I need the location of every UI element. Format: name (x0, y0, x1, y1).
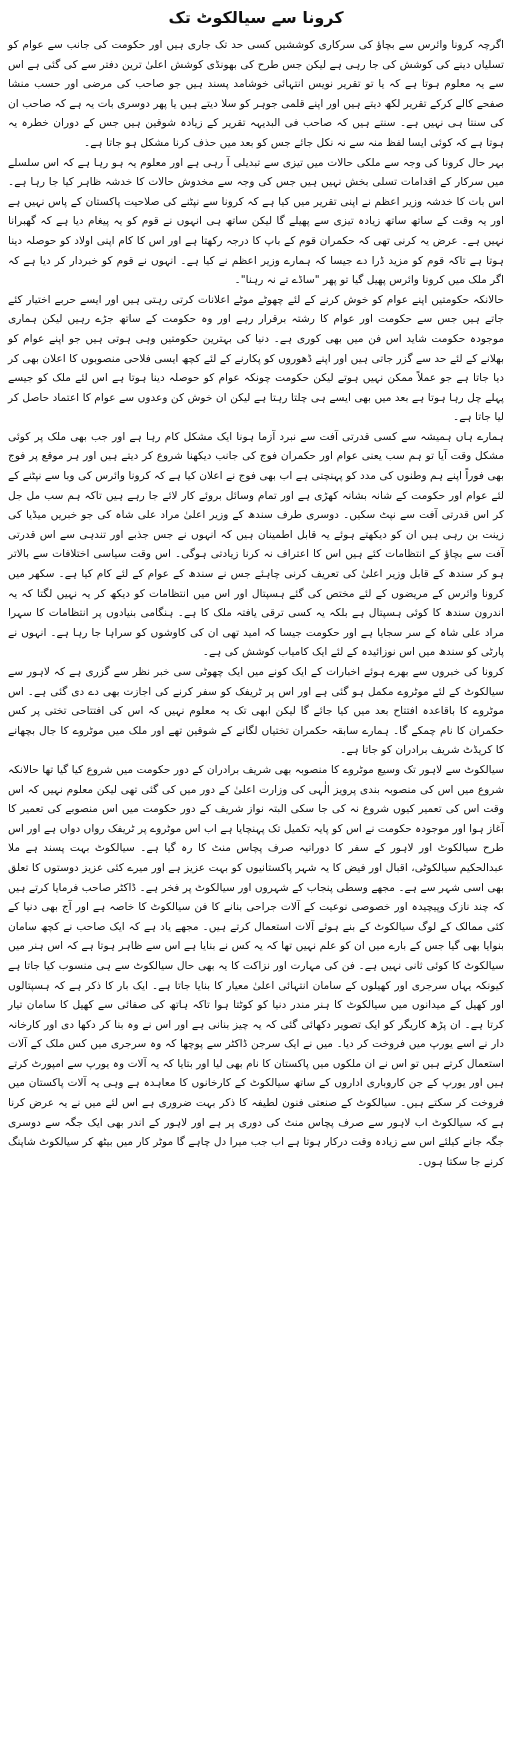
article-title: کرونا سے سیالکوٹ تک (168, 8, 344, 27)
article-paragraph-2: بہر حال کرونا کی وجہ سے ملکی حالات میں تیزی سے تبدیلی آ رہی ہے اور معلوم یہ ہو رہا ہے کہ اس سلسلے میں سرکار کے اقدامات تسلی بخش نہیں ہیں جس کی وجہ سے مخدوش حالات کا خدشہ ظاہر کیا جا رہا ہے۔ اس بات کا خدشہ وزیر اعظم نے اپنی تقریر میں کیا ہے کہ کرونا سے نپٹنے کی صلاحیت پاکستان کے پاس نہیں ہے اور یہ وقت کے ساتھ ساتھ زیادہ تیزی سے پھیلے گا لیکن ساتھ ہی انہوں نے قوم کو یہ پیغام دیا ہے کہ گھبرانا نہیں ہے۔ عرض یہ کرنی تھی کہ حکمران قوم کے باپ کا درجہ رکھتا ہے اور اس کا کام اپنی اولاد کو حوصلہ دینا ہوتا ہے تاکہ قوم کو مزید ڈرا دے جیسا کہ ہمارے وزیر اعظم نے کیا ہے۔ انہوں نے قوم کو خبردار کر دیا ہے کہ اگر ملک میں کرونا وائرس پھیل گیا تو پھر "ساڈے تے نہ رہنا"۔ (8, 156, 504, 287)
article-paragraph-3: حالانکہ حکومتیں اپنے عوام کو خوش کرنے کے لئے چھوٹے موٹے اعلانات کرتی رہتی ہیں اور ایسے حربے اختیار کئے جاتے ہیں جس سے حکومت اور عوام کا رشتہ برقرار رہے اور وہ حکومت کے ساتھ جڑے رہیں لیکن ہماری موجودہ حکومت شاید اس فن میں بھی کوری ہے۔ دنیا کی بہترین حکومتیں وہی ہوتی ہیں جو اپنے عوام کو بھلانے کے لئے حد سے گزر جاتی ہیں اور اپنے ڈھوروں کو پکارنے کے لئے کچھ ایسی فلاحی منصوبوں کا اعلان بھی کر دیا جاتا ہے جو عملاً ممکن نہیں ہوتے لیکن حکومت چونکہ عوام کو حوصلہ دینا ہوتا ہے اس لئے ملک کو جیسے پہلے چل رہا ہوتا ہے بعد میں بھی ایسے ہی چلتا رہتا ہے لیکن ان خوش کن وعدوں سے عوام کا اعتماد حاصل کر لیا جاتا ہے۔ (8, 293, 504, 424)
article-paragraph-1: اگرچہ کرونا وائرس سے بچاؤ کی سرکاری کوششیں کسی حد تک جاری ہیں اور حکومت کی جانب سے عوام کو تسلیاں دینے کی کوشش کی جا رہی ہے لیکن جس طرح کی بھونڈی کوشش اعلیٰ ترین دفتر سے کی گئی ہے اس سے یہ معلوم ہوتا ہے کہ یا تو تقریر نویس انتہائی خوشامد پسند ہیں جو صاحب کی مرضی اور حسب منشا صفحے کالے کرکے تقریر لکھ دیتے ہیں اور اپنے قلمی جوہر کو سلا دیتے ہیں یا پھر دوسری بات یہ ہے کہ صاحب ان کی سنتا ہی نہیں ہے۔ سنتے ہیں کہ صاحب فی البدیہہ تقریر کے زیادہ شوقین ہیں جس کے دوران خطرہ یہ ہوتا ہے کہ کوئی ایسا لفظ منہ سے نہ نکل جائے جس کو بعد میں حذف کرنا مشکل ہو جاتا ہے۔ (8, 39, 504, 149)
article-paragraph-6: سیالکوٹ سے لاہور تک وسیع موٹروے کا منصوبہ بھی شریف برادران کے دور حکومت میں شروع کیا گیا تھا حالانکہ شروع میں اس کی منصوبہ بندی پرویز الٰہی کی وزارت اعلیٰ کے دور میں کی گئی تھی لیکن معلوم نہیں کہ اس وقت اس کی تعمیر کیوں شروع نہ کی جا سکی البتہ نواز شریف کے دور حکومت میں اس منصوبے کی تعمیر کا آغاز ہوا اور موجودہ حکومت نے اس کو پایہ تکمیل تک پہنچایا ہے اب اس موٹروے پر ٹریفک رواں دواں ہے اور اس طرح سیالکوٹ اور لاہور کے سفر کا دورانیہ صرف پچاس منٹ کا رہ گیا ہے۔ سیالکوٹ بہت پسند ہے ملا عبدالحکیم سیالکوٹی، اقبال اور فیض کا یہ شہر پاکستانیوں کو بہت عزیز ہے اور میرے کئی عزیز دوستوں کا تعلق بھی اسی شہر سے ہے۔ مجھے وسطی پنجاب کے شہروں اور سیالکوٹ پر فخر ہے۔ ڈاکٹر صاحب فرمایا کرتے ہیں کہ چند نازک وپیچیدہ اور خصوصی نوعیت کے آلات جراحی بنانے کا فن سیالکوٹ کا خاصہ ہے اور آج بھی دنیا کے کئی ممالک کے لوگ سیالکوٹ کے بنے ہوئے آلات استعمال کرتے ہیں۔ مجھے یاد ہے کہ ایک صاحب نے کچھ سامان بنوایا بھی گیا جس کے بارے میں ان کو علم نہیں تھا کہ یہ کس نے بنایا ہے اس سے ظاہر ہوتا ہے کہ اس ہنر میں سیالکوٹ کا کوئی ثانی نہیں ہے۔ فن کی مہارت اور نزاکت کا یہ بھی حال سیالکوٹ سے ہی منسوب کیا جاتا ہے کیونکہ یہاں سرجری اور کھیلوں کے سامان انتہائی اعلیٰ معیار کا بنایا جاتا ہے۔ ایک بار کا ذکر ہے کہ ہسپتالوں اور کھیل کے میدانوں میں سیالکوٹ کا ہنر مندر دنیا کو کوٹتا ہوا تاکہ ہاتھ کی صفائی سے کھیل کا سامان تیار کرتا ہے۔ ان پڑھ کاریگر کو ایک تصویر دکھائی گئی کہ یہ چیز بنانی ہے اور اس نے وہ بنا کر دکھا دی اور کارخانہ دار نے اسے یورپ میں فروخت کر دیا۔ میں نے ایک سرجن ڈاکٹر سے پوچھا کہ وہ سرجری میں کس ملک کے آلات استعمال کرتے ہیں تو اس نے ان ملکوں میں پاکستان کا نام بھی لیا اور بتایا کہ یہ آلات وہ یورپ سے امپورٹ کرتے ہیں اور یورپ کے جن کاروباری اداروں کے ساتھ سیالکوٹ کے کارخانوں کا معاہدہ ہے وہی یہ آلات پاکستان میں فروخت کر سکتے ہیں۔ سیالکوٹ کے صنعتی فنون لطیفہ کا ذکر بہت ضروری ہے اس لئے میں نے یہ عرض کرنا ہے کہ سیالکوٹ اب لاہور سے صرف پچاس منٹ کی دوری پر ہے اور لاہور کے اندر بھی ایک جگہ سے دوسری جگہ جانے کیلئے اس سے زیادہ وقت درکار ہوتا ہے اب جب میرا دل چاہے گا موٹر کار میں بیٹھ کر سیالکوٹ شاپنگ کرنے جا سکتا ہوں۔ (8, 763, 504, 1168)
article-paragraph-4: ہمارے ہاں ہمیشہ سے کسی قدرتی آفت سے نبرد آزما ہونا ایک مشکل کام رہا ہے اور جب بھی ملک پر کوئی مشکل وقت آیا تو ہم سب یعنی عوام اور حکمران فوج کی جانب دیکھنا شروع کر دیتے ہیں اور ہر موقع پر فوج بھی فوراً اپنے ہم وطنوں کی مدد کو پہنچتی ہے اب بھی فوج نے اعلان کیا ہے کہ کرونا وائرس کی وبا سے نپٹنے کے لئے عوام اور حکومت کے شانہ بشانہ کھڑی ہے اور تمام وسائل بروئے کار لائے جا رہے ہیں تاکہ ہم سب مل جل کر اس قدرتی آفت سے نپٹ سکیں۔ دوسری طرف سندھ کے وزیر اعلیٰ مراد علی شاہ کی جو خبریں میڈیا کی زینت بن رہی ہیں ان کو دیکھتے ہوئے یہ قابل اطمینان ہیں کہ انہوں نے جس جذبے اور تندہی سے اس قدرتی آفت سے بچاؤ کے انتظامات کئے ہیں اس کا اعتراف نہ کرنا زیادتی ہوگی۔ اس وقت سیاسی اختلافات سے بالاتر ہو کر سندھ کے قابل وزیر اعلیٰ کی تعریف کرنی چاہئے جس نے سندھ کے عوام کے لئے کام کیا ہے۔ سکھر میں کرونا وائرس کے مریضوں کے لئے مختص کی گئے ہسپتال اور اس میں انتظامات کو دیکھ کر یہ نہیں لگتا کہ یہ اندرون سندھ کا کوئی ہسپتال ہے بلکہ یہ کسی ترقی یافتہ ملک کا ہے۔ ہنگامی بنیادوں پر انتظامات کا سہرا مراد علی شاہ کے سر سجایا ہے اور حکومت جیسا کہ امید تھی ان کی کاوشوں کو سراہا جا رہا ہے۔ انہوں نے پارٹی کو سندھ میں اس نوزائیدہ کے لئے ایک کامیاب کوشش کی ہے۔ (8, 430, 504, 659)
article-paragraph-5: کرونا کی خبروں سے بھرے ہوئے اخبارات کے ایک کونے میں ایک چھوٹی سی خبر نظر سے گزری ہے کہ لاہور سے سیالکوٹ کے لئے موٹروے مکمل ہو گئی ہے اور اس پر ٹریفک کو سفر کرنے کی اجازت بھی دے دی گئی ہے۔ اس موٹروے کا باقاعدہ افتتاح بعد میں کیا جائے گا لیکن ابھی تک یہ معلوم نہیں کہ اس کی افتتاحی تختی پر کس حکمران کا نام چمکے گا۔ ہمارے سابقہ حکمران تختیاں لگانے کے شوقین تھے اور ملک میں موٹروے کا جال بچھانے کا کریڈٹ شریف برادران کو جاتا ہے۔ (8, 666, 504, 757)
